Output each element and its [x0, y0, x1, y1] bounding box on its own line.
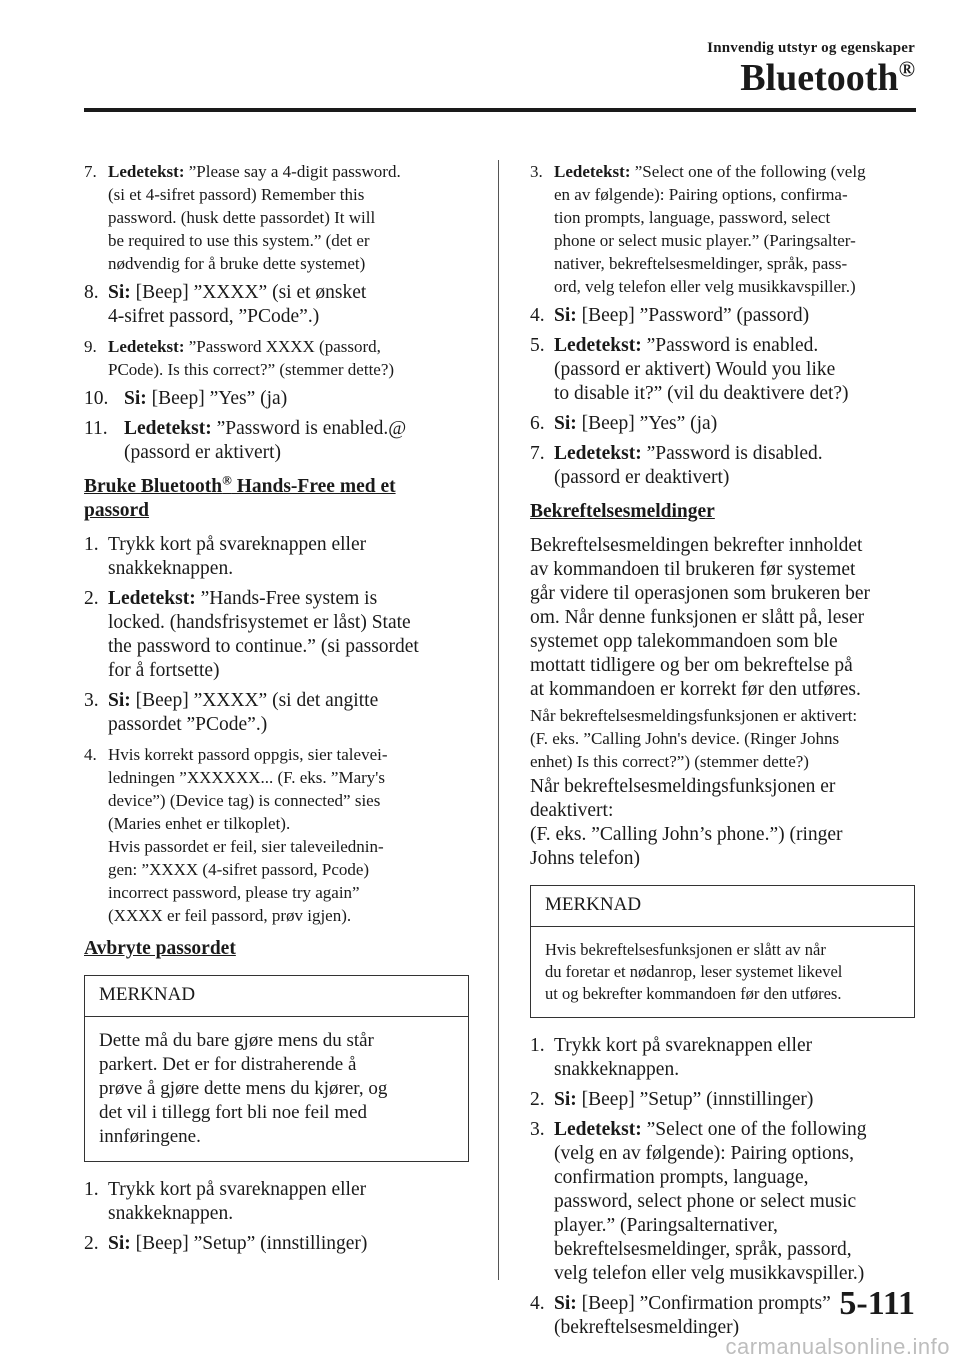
text-line: (F. eks. ”Calling John’s phone.”) (ringer	[530, 824, 843, 845]
text-line: Hvis bekreftelsesfunksjonen er slått av når	[545, 940, 826, 959]
text-line: du foretar et nødanrop, leser systemet likevel	[545, 962, 843, 981]
text-line: Bekreftelsesmeldingen bekrefter innholdet	[530, 535, 863, 556]
step-line: (si et 4-sifret passord) Remember this	[108, 185, 365, 204]
text-line: Når bekreftelsesmeldingsfunksjonen er aktivert:	[530, 706, 858, 725]
heading-cancel-password: Avbryte passordet	[84, 938, 236, 959]
paragraph-confirmation-disabled	[530, 775, 915, 871]
step-text	[108, 281, 469, 329]
step-line: nødvendig for å bruke dette systemet)	[108, 254, 366, 273]
text-line: at kommandoen er korrekt før den utføres.	[530, 679, 861, 700]
step-line: Hvis passordet er feil, sier taleveilednin-	[108, 837, 384, 856]
step-text	[108, 1232, 469, 1256]
step-text	[554, 160, 915, 298]
list-item	[84, 743, 469, 927]
step-line: password. (husk dette passordet) It will	[108, 208, 376, 227]
note-body	[531, 927, 914, 1017]
step-text	[108, 160, 469, 275]
list-item	[530, 1088, 915, 1112]
step-line: velg telefon eller velg musikkavspiller.)	[554, 1263, 865, 1284]
text-line: (F. eks. ”Calling John's device. (Ringer Johns	[530, 729, 840, 748]
step-number: 1.	[84, 1179, 99, 1200]
section-title: Innvendig utstyr og egenskaper	[707, 40, 915, 56]
step-line: Ledetekst: ”Password is disabled.	[554, 443, 823, 464]
left-list-hands-free-steps	[84, 533, 469, 927]
step-text	[108, 587, 469, 683]
text-line: Dette må du bare gjøre mens du står	[99, 1030, 374, 1051]
step-text	[554, 442, 915, 490]
step-text	[108, 689, 469, 737]
paragraph-confirmation-enabled	[530, 704, 915, 773]
step-line: Ledetekst: ”Password is enabled.	[554, 335, 819, 356]
step-line: Si: [Beep] ”Yes” (ja)	[554, 413, 718, 434]
step-line: snakkeknappen.	[108, 1203, 234, 1224]
step-label: Ledetekst:	[108, 162, 185, 181]
step-label: Ledetekst:	[108, 588, 196, 609]
step-label: Ledetekst:	[554, 1119, 642, 1140]
step-text	[554, 1088, 915, 1112]
step-text	[108, 335, 469, 381]
registered-mark: ®	[898, 56, 915, 82]
step-line: phone or select music player.” (Paringsalter-	[554, 231, 856, 250]
text-line: prøve å gjøre dette mens du kjører, og	[99, 1078, 388, 1099]
step-line: Trykk kort på svareknappen eller	[108, 1179, 367, 1200]
step-number: 3.	[530, 1119, 545, 1140]
list-item	[84, 335, 469, 381]
step-line: confirmation prompts, language,	[554, 1167, 809, 1188]
step-line: ord, velg telefon eller velg musikkavspiller.)	[554, 277, 856, 296]
step-label: Si:	[554, 1089, 577, 1110]
left-list-steps-7-11	[84, 160, 469, 465]
step-text	[554, 304, 915, 328]
step-line: (Maries enhet er tilkoplet).	[108, 814, 291, 833]
step-line: incorrect password, please try again”	[108, 883, 360, 902]
step-number: 2.	[84, 1233, 99, 1254]
list-item	[84, 387, 469, 411]
step-line: locked. (handsfrisystemet er låst) State	[108, 612, 411, 633]
step-text	[554, 412, 915, 436]
step-line: en av følgende): Pairing options, confirma-	[554, 185, 848, 204]
text-line: Når bekreftelsesmeldingsfunksjonen er	[530, 776, 836, 797]
step-line: Ledetekst: ”Select one of the following (velg	[554, 162, 866, 181]
page-number: 5-111	[839, 1285, 915, 1322]
step-line: (bekreftelsesmeldinger)	[554, 1317, 740, 1338]
text-line: det vil i tillegg fort bli noe feil med	[99, 1102, 368, 1123]
step-text	[554, 1118, 915, 1286]
step-line: (XXXX er feil passord, prøv igjen).	[108, 906, 352, 925]
step-line: the password to continue.” (si passordet	[108, 636, 419, 657]
right-column	[530, 160, 915, 1346]
text-line: av kommandoen til brukeren før systemet	[530, 559, 856, 580]
step-label: Si:	[124, 388, 147, 409]
step-line: passordet ”PCode”.)	[108, 714, 268, 735]
step-line: be required to use this system.” (det er	[108, 231, 370, 250]
step-number: 8.	[84, 282, 99, 303]
step-text	[554, 334, 915, 406]
step-label: Si:	[554, 413, 577, 434]
step-label: Ledetekst:	[554, 335, 642, 356]
step-line: Ledetekst: ”Select one of the following	[554, 1119, 867, 1140]
text-line: systemet opp talekommandoen som ble	[530, 631, 838, 652]
step-text	[108, 743, 469, 927]
step-label: Si:	[554, 1293, 577, 1314]
list-item	[84, 533, 469, 581]
step-line: nativer, bekreftelsesmeldinger, språk, pass-	[554, 254, 848, 273]
list-item	[530, 334, 915, 406]
heading-confirmation-prompts: Bekreftelsesmeldinger	[530, 501, 715, 522]
column-divider	[498, 160, 499, 1280]
step-label: Si:	[108, 282, 131, 303]
list-item	[530, 160, 915, 298]
text-line: enhet) Is this correct?”) (stemmer dette?)	[530, 752, 809, 771]
note-title: MERKNAD	[85, 976, 468, 1017]
step-line: (passord er deaktivert)	[554, 467, 730, 488]
step-line: Si: [Beep] ”XXXX” (si et ønsket	[108, 282, 367, 303]
step-number: 4.	[530, 305, 545, 326]
page-header	[707, 40, 915, 97]
step-line: Ledetekst: ”Please say a 4-digit password.	[108, 162, 401, 181]
step-line: Si: [Beep] ”XXXX” (si det angitte	[108, 690, 379, 711]
step-line: Trykk kort på svareknappen eller	[554, 1035, 813, 1056]
paragraph-confirmation-intro	[530, 534, 915, 702]
step-line: (passord er aktivert)	[124, 442, 282, 463]
step-number: 2.	[84, 588, 99, 609]
step-label: Ledetekst:	[554, 443, 642, 464]
step-line: gen: ”XXXX (4-sifret passord, Pcode)	[108, 860, 370, 879]
step-line: for å fortsette)	[108, 660, 220, 681]
step-text	[554, 1034, 915, 1082]
step-line: Si: [Beep] ”Setup” (innstillinger)	[554, 1089, 814, 1110]
step-label: Ledetekst:	[124, 418, 212, 439]
header-rule	[84, 108, 916, 112]
note-box-right	[530, 885, 915, 1018]
list-item	[84, 281, 469, 329]
step-number: 11.	[84, 418, 108, 439]
step-number: 4.	[530, 1293, 545, 1314]
step-line: Ledetekst: ”Password XXXX (passord,	[108, 337, 381, 356]
step-number: 3.	[530, 162, 543, 181]
text-line: innføringene.	[99, 1126, 201, 1147]
note-title: MERKNAD	[531, 886, 914, 927]
step-line: tion prompts, language, password, select	[554, 208, 831, 227]
step-line: Ledetekst: ”Password is enabled.@	[124, 418, 407, 439]
step-line: Si: [Beep] ”Yes” (ja)	[124, 388, 288, 409]
step-label: Ledetekst:	[108, 337, 185, 356]
step-number: 4.	[84, 745, 97, 764]
step-line: snakkeknappen.	[108, 558, 234, 579]
step-line: player.” (Paringsalternativer,	[554, 1215, 778, 1236]
step-line: Trykk kort på svareknappen eller	[108, 534, 367, 555]
step-label: Si:	[108, 690, 131, 711]
step-line: (passord er aktivert) Would you like	[554, 359, 836, 380]
list-item	[84, 1178, 469, 1226]
step-label: Ledetekst:	[554, 162, 631, 181]
step-number: 5.	[530, 335, 545, 356]
step-label: Si:	[554, 305, 577, 326]
step-number: 6.	[530, 413, 545, 434]
text-line: mottatt tidligere og ber om bekreftelse på	[530, 655, 853, 676]
step-line: Hvis korrekt passord oppgis, sier talevei-	[108, 745, 388, 764]
step-line: (velg en av følgende): Pairing options,	[554, 1143, 855, 1164]
left-column	[84, 160, 469, 1262]
step-number: 9.	[84, 337, 97, 356]
step-number: 7.	[530, 443, 545, 464]
step-text	[124, 387, 469, 411]
list-item	[84, 587, 469, 683]
chapter-title: Bluetooth®	[740, 56, 915, 99]
step-line: password, select phone or select music	[554, 1191, 857, 1212]
text-line: deaktivert:	[530, 800, 614, 821]
step-number: 1.	[84, 534, 99, 555]
step-line: ledningen ”XXXXXX... (F. eks. ”Mary's	[108, 768, 385, 787]
list-item	[530, 442, 915, 490]
heading-hands-free-password: Bruke Bluetooth® Hands-Free med et passord	[84, 472, 396, 521]
step-line: Ledetekst: ”Hands-Free system is	[108, 588, 378, 609]
step-line: snakkeknappen.	[554, 1059, 680, 1080]
list-item	[84, 689, 469, 737]
step-number: 10.	[84, 388, 109, 409]
step-text	[108, 533, 469, 581]
step-number: 3.	[84, 690, 99, 711]
step-number: 2.	[530, 1089, 545, 1110]
step-line: device”) (Device tag) is connected” sies	[108, 791, 381, 810]
step-line: Si: [Beep] ”Setup” (innstillinger)	[108, 1233, 368, 1254]
step-text	[108, 1178, 469, 1226]
step-number: 7.	[84, 162, 97, 181]
list-item	[84, 417, 469, 465]
text-line: Johns telefon)	[530, 848, 640, 869]
step-number: 1.	[530, 1035, 545, 1056]
text-line: ut og bekrefter kommandoen før den utføres.	[545, 984, 842, 1003]
step-line: PCode). Is this correct?” (stemmer dette?)	[108, 360, 395, 379]
left-list-cancel-steps	[84, 1178, 469, 1256]
list-item	[530, 304, 915, 328]
list-item	[84, 160, 469, 275]
note-box-left	[84, 975, 469, 1162]
list-item	[530, 1118, 915, 1286]
step-line: Si: [Beep] ”Confirmation prompts”	[554, 1293, 831, 1314]
list-item	[530, 1034, 915, 1082]
watermark: carmanualsonline.info	[725, 1334, 950, 1359]
right-list-steps-3-7	[530, 160, 915, 490]
list-item	[530, 412, 915, 436]
text-line: parkert. Det er for distraherende å	[99, 1054, 357, 1075]
step-text	[124, 417, 469, 465]
step-line: to disable it?” (vil du deaktivere det?)	[554, 383, 849, 404]
step-label: Si:	[108, 1233, 131, 1254]
step-line: 4-sifret passord, ”PCode”.)	[108, 306, 320, 327]
text-line: går videre til operasjonen som brukeren ber	[530, 583, 871, 604]
step-line: bekreftelsesmeldinger, språk, passord,	[554, 1239, 852, 1260]
note-body	[85, 1017, 468, 1161]
step-line: Si: [Beep] ”Password” (passord)	[554, 305, 810, 326]
text-line: om. Når denne funksjonen er slått på, leser	[530, 607, 865, 628]
list-item	[84, 1232, 469, 1256]
